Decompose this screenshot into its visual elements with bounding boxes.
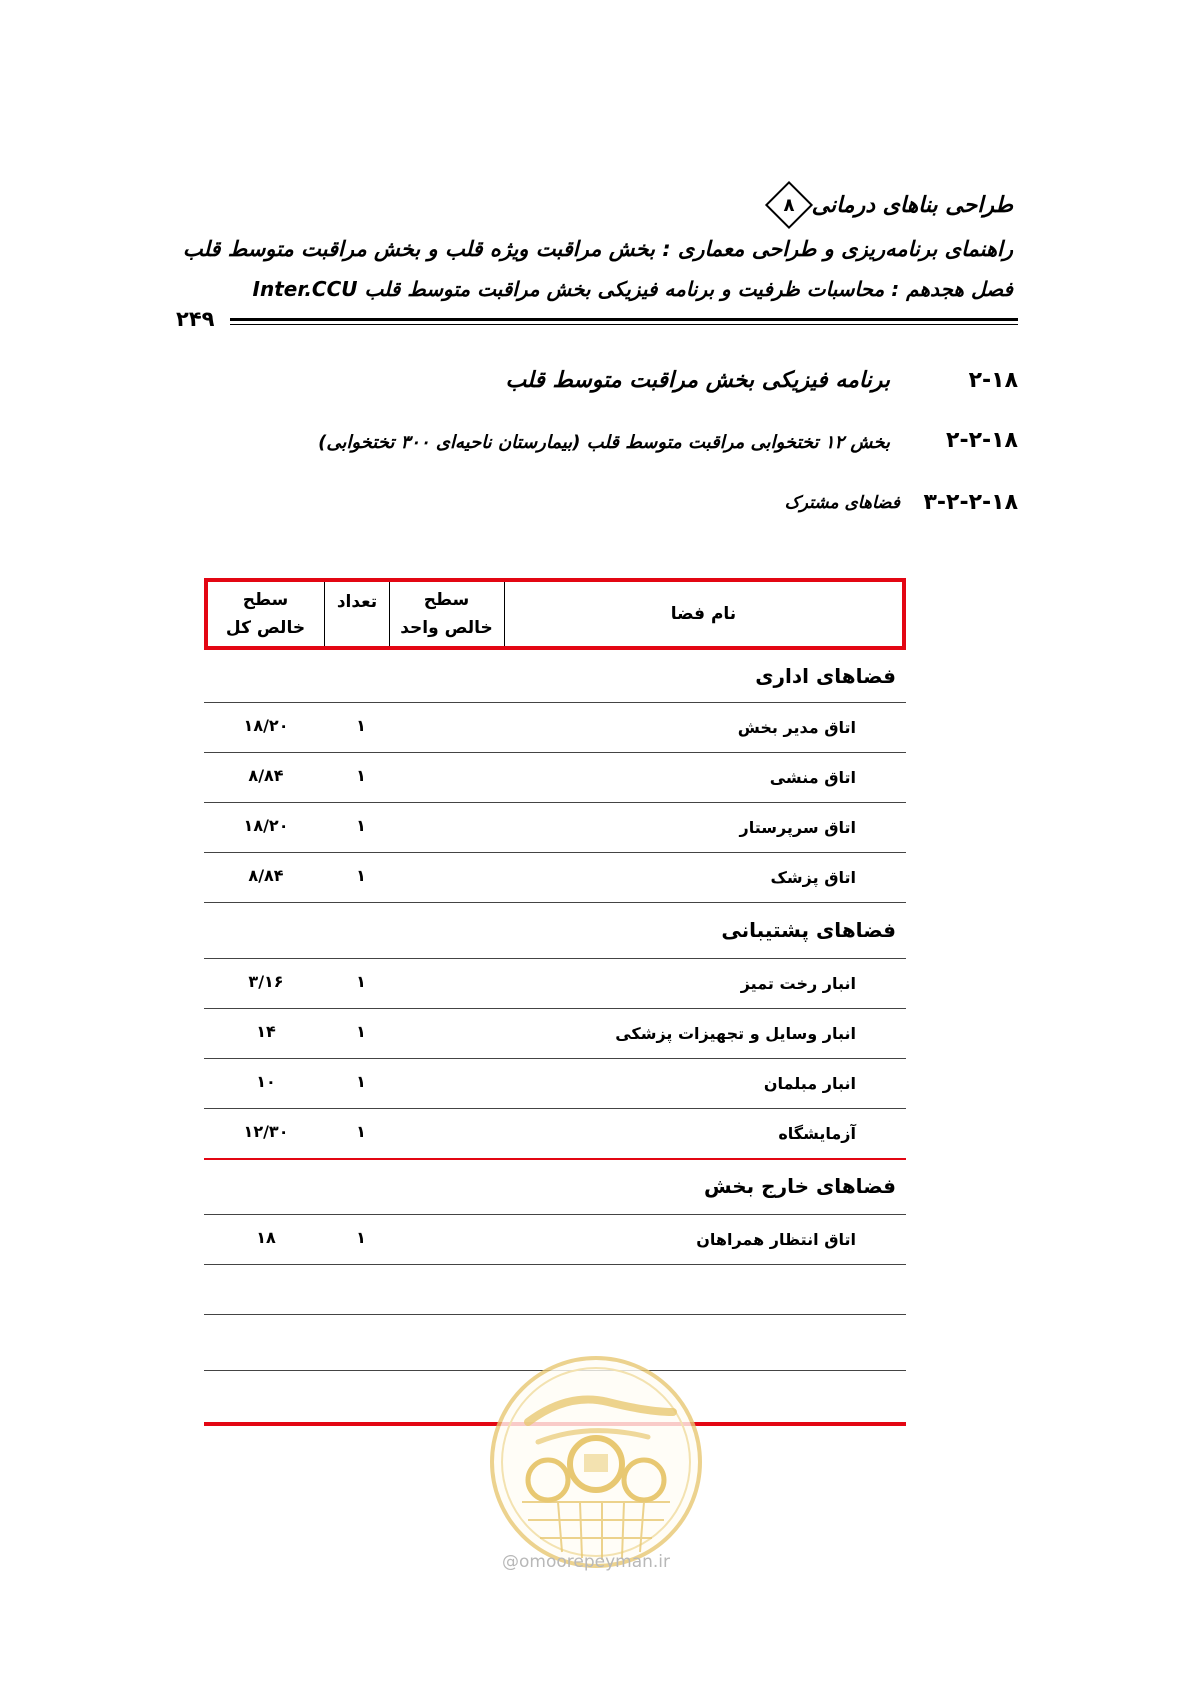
book-subtitle: راهنمای برنامه‌ریزی و طراحی معماری : بخش مراقبت ویژه قلب و بخش مراقبت متوسط قلب [182,237,1013,261]
row-divider [204,802,906,803]
table-row-name: اتاق سرپرستار [739,818,856,837]
header-total-area-line1: سطح [242,590,289,610]
row-divider [204,852,906,853]
row-divider [204,1008,906,1009]
table-row-count: ۱ [356,1022,366,1041]
table-header [204,578,906,650]
table-row-name: آزمایشگاه [778,1124,856,1143]
header-rule [230,318,1018,321]
table-row-total: ۱۸/۲۰ [243,716,289,735]
header-unit-area-line1: سطح [423,590,470,610]
table-row-total: ۳/۱۶ [248,972,284,991]
section-title: برنامه فیزیکی بخش مراقبت متوسط قلب [505,368,890,393]
table-row-count: ۱ [356,1072,366,1091]
header-space-name-label: نام فضا [670,604,737,624]
table-row-name: اتاق منشی [769,768,856,787]
row-divider [204,752,906,753]
row-divider [204,1314,906,1315]
table-row-name: انبار مبلمان [763,1074,856,1093]
row-divider [204,1108,906,1109]
table-row-name: اتاق مدیر بخش [737,718,856,737]
table-row-count: ۱ [356,1122,366,1141]
header-unit-area [390,582,503,646]
row-divider [204,902,906,903]
subsection-number: ۲-۲-۱۸ [946,428,1018,453]
row-divider [204,702,906,703]
table-row-total: ۱۸ [256,1228,276,1247]
header-rule-secondary [230,324,1018,325]
header-unit-area-line2: خالص واحد [400,618,493,638]
table-row-name: اتاق پزشک [770,868,856,887]
subsubsection-number: ۳-۲-۲-۱۸ [923,490,1018,515]
subsection-title: بخش ۱۲ تختخوابی مراقبت متوسط قلب (بیمارستان ناحیه‌ای ۳۰۰ تختخوابی) [318,432,890,453]
volume-number: ۸ [783,194,795,216]
table-row-count: ۱ [356,972,366,991]
header-space-name [505,582,902,646]
table-row-count: ۱ [356,1228,366,1247]
table-row-count: ۱ [356,766,366,785]
table-row-name: انبار رخت تمیز [740,974,856,993]
page-number: ۲۴۹ [176,307,215,331]
row-divider-red [204,1158,906,1160]
table-row-count: ۱ [356,816,366,835]
book-title: طراحی بناهای درمانی [811,192,1013,218]
book-title-line [772,188,1013,222]
table-row-count: ۱ [356,716,366,735]
table-row-count: ۱ [356,866,366,885]
row-divider [204,1264,906,1265]
table-row-total: ۱۲/۳۰ [243,1122,289,1141]
header-total-area-line2: خالص کل [225,618,306,638]
watermark-logo [488,1352,704,1582]
table-row-total: ۸/۸۴ [248,766,284,785]
watermark-url: @omoorepeyman.ir [502,1552,671,1572]
table-row-total: ۱۰ [256,1072,276,1091]
group-title: فضاهای خارج بخش [704,1174,896,1198]
watermark-emblem-icon [488,1352,704,1582]
section-number: ۲-۱۸ [968,368,1018,393]
table-row-total: ۸/۸۴ [248,866,284,885]
table-row-name: اتاق انتظار همراهان [696,1230,856,1249]
header-count [325,582,389,652]
table-row-total: ۱۴ [256,1022,276,1041]
header-count-label: تعداد [336,592,378,612]
table-row-total: ۱۸/۲۰ [243,816,289,835]
row-divider [204,958,906,959]
volume-badge [765,181,813,229]
group-title: فضاهای پشتیبانی [721,918,896,942]
subsubsection-title: فضاهای مشترک [784,493,900,513]
row-divider [204,1214,906,1215]
group-title: فضاهای اداری [755,664,896,688]
header-total-area [208,582,323,646]
chapter-title: فصل هجدهم : محاسبات ظرفیت و برنامه فیزیکی بخش مراقبت متوسط قلب Inter.CCU [252,277,1013,301]
spaces-table [204,578,906,1458]
row-divider [204,1058,906,1059]
table-row-name: انبار وسایل و تجهیزات پزشکی [615,1024,856,1043]
